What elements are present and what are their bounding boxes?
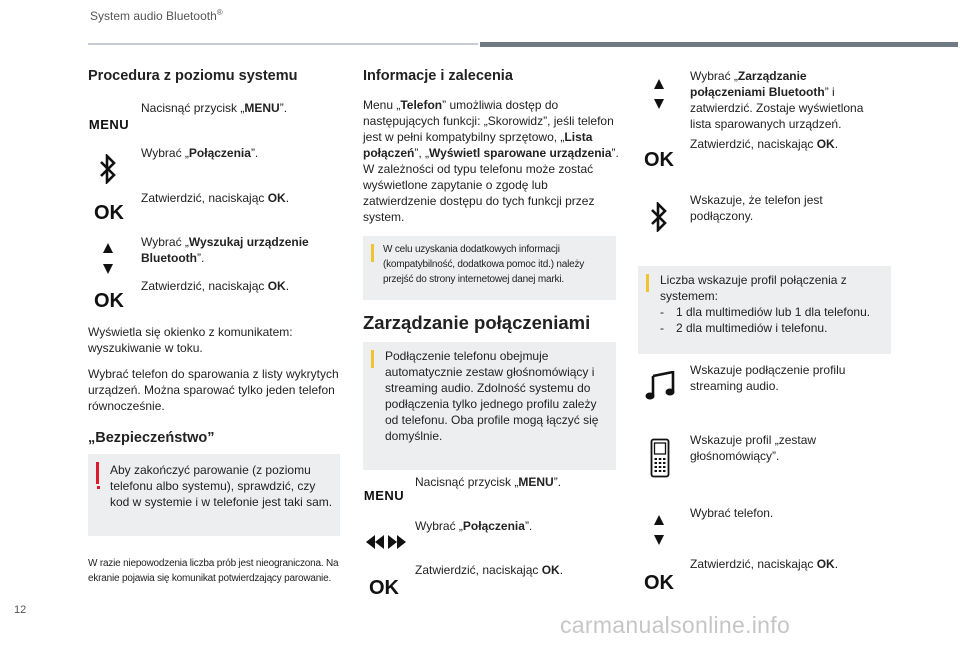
info-bar-icon [646, 274, 649, 292]
step-select-connections: Wybrać „Połączenia”. [415, 519, 533, 533]
text-handsfree-profile: Wskazuje profil „zestaw głośnomówiący”. [690, 433, 817, 463]
step-select-connections: Wybrać „Połączenia”. [141, 146, 259, 160]
warning-dot [97, 486, 100, 489]
phone-handset-icon [650, 438, 670, 478]
arrow-up-icon [103, 243, 113, 253]
arrow-down-icon [654, 99, 664, 109]
warning-box [88, 454, 340, 536]
profile-note-item: 2 dla multimediów i telefonu. [676, 321, 828, 335]
step-confirm-ok: Zatwierdzić, naciskając OK. [415, 563, 564, 577]
arrow-up-icon [654, 515, 664, 525]
step-press-menu: Nacisnąć przycisk „MENU”. [415, 475, 562, 489]
manage-note-text: Podłączenie telefonu obejmuje automatycznie zestaw głośnomówiący i streaming audio. Zdolność systemu do podłączenia tylko jednego profilu zależy od telefonu. Oba profile mogą łączyć się domyślnie. [385, 349, 599, 443]
step-press-menu: Nacisnąć przycisk „MENU”. [141, 101, 288, 115]
profile-note-intro: Liczba wskazuje profil połączenia z systemem: [660, 273, 847, 303]
seek-back-forward-icon [365, 534, 407, 550]
section-heading-procedure: Procedura z poziomu systemu [88, 68, 298, 84]
arrow-down-icon [103, 264, 113, 274]
step-confirm-ok: Zatwierdzić, naciskając OK. [690, 557, 839, 571]
ok-icon: OK [94, 202, 124, 224]
step-confirm-ok: Zatwierdzić, naciskając OK. [141, 191, 290, 205]
ok-icon: OK [369, 577, 399, 599]
text-streaming-audio: Wskazuje podłączenie profilu streaming audio. [690, 363, 846, 393]
page-number: 12 [14, 604, 27, 616]
warning-bar-icon [96, 462, 99, 484]
arrow-down-icon [654, 535, 664, 545]
menu-icon: MENU [88, 117, 130, 132]
bluetooth-icon [650, 202, 668, 232]
section-heading-manage: Zarządzanie połączeniami [363, 312, 591, 333]
step-select-phone: Wybrać telefon. [690, 506, 774, 520]
ok-icon: OK [644, 572, 674, 594]
info-note-box [363, 236, 616, 300]
header-title: System audio Bluetooth® [90, 8, 223, 23]
menu-icon: MENU [363, 488, 405, 503]
watermark: carmanualsonline.info [560, 612, 791, 638]
info-note-text: W celu uzyskania dodatkowych informacji (kompatybilność, dodatkowa pomoc itd.) należy przejść do strony internetowej danej marki. [383, 244, 585, 285]
profile-note-dash: - [660, 305, 664, 319]
paragraph-searching: Wyświetla się okienko z komunikatem: wyszukiwanie w toku. [88, 325, 293, 355]
header-rule-dark [480, 42, 958, 47]
profile-note-item: 1 dla multimediów lub 1 dla telefonu. [676, 305, 871, 319]
step-search-device: Wybrać „Wyszukaj urządzenie Bluetooth”. [141, 235, 309, 265]
text-phone-connected: Wskazuje, że telefon jest podłączony. [690, 193, 823, 223]
arrow-up-icon [654, 79, 664, 89]
step-confirm-ok: Zatwierdzić, naciskając OK. [141, 279, 290, 293]
music-note-icon [645, 371, 677, 401]
footnote: W razie niepowodzenia liczba prób jest nieograniczona. Na ekranie pojawia się komunikat potwierdzający parowanie. [88, 558, 339, 584]
manage-note-box [363, 342, 616, 470]
ok-icon: OK [644, 149, 674, 171]
profile-note-box [638, 266, 891, 354]
section-heading-info: Informacje i zalecenia [363, 68, 513, 84]
profile-note-dash: - [660, 321, 664, 335]
info-bar-icon [371, 350, 374, 368]
step-manage-bluetooth: Wybrać „Zarządzanie połączeniami Bluetooth” i zatwierdzić. Zostaje wyświetlona lista sparowanych urządzeń. [690, 69, 864, 131]
header-rule [88, 43, 478, 45]
ok-icon: OK [94, 290, 124, 312]
info-bar-icon [371, 244, 374, 262]
paragraph-select-phone: Wybrać telefon do sparowania z listy wykrytych urządzeń. Można sparować tylko jeden telefon równocześnie. [88, 367, 339, 413]
paragraph-phone-menu: Menu „Telefon” umożliwia dostęp do następujących funkcji: „Skorowidz”, jeśli telefon jest w pełni kompatybilny sprzętowo, „Lista połączeń”, „Wyświetl sparowane urządzenia”. W zależności od typu telefonu może zostać wyświetlone zapytanie o zgodę lub zatwierdzenie dostępu do tych funkcji przez system. [363, 98, 619, 224]
section-heading-security: „Bezpieczeństwo” [88, 430, 215, 446]
warning-text: Aby zakończyć parowanie (z poziomu telefonu albo systemu), sprawdzić, czy kod w systemie i w telefonie jest taki sam. [110, 463, 333, 509]
bluetooth-icon [99, 154, 117, 184]
step-confirm-ok: Zatwierdzić, naciskając OK. [690, 137, 839, 151]
